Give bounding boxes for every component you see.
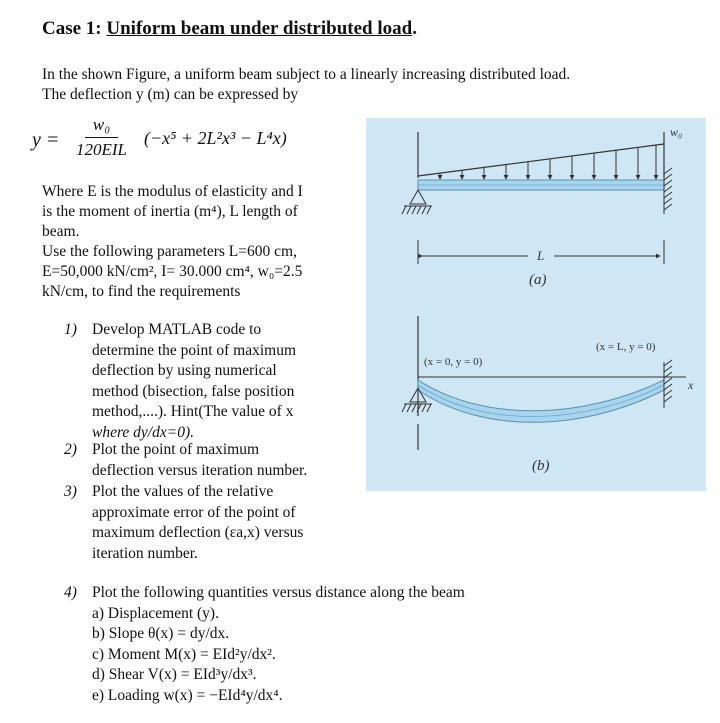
- requirement-2: 2) Plot the point of maximum deflection versus iteration number.: [64, 441, 308, 479]
- page-title: Case 1: Uniform beam under distributed load.: [42, 18, 417, 39]
- subitem-d: d) Shear V(x) = EId³y/dx³.: [92, 666, 257, 683]
- subitem-a: a) Displacement (y).: [92, 604, 219, 622]
- requirement-4: 4) Plot the following quantities versus distance along the beam a) Displacement (y). b) Slope θ(x) = dy/dx. c) Moment M(x) = EId²y/dx². d) Shear V(x) = EId³y/dx³. e) Loading w(x) = −EId⁴y/dx⁴.: [64, 583, 624, 709]
- title-underlined: Uniform beam under distributed load: [106, 18, 413, 39]
- caption-b: (b): [532, 458, 550, 474]
- requirement-3: 3) Plot the values of the relative approximate error of the point of maximum deflection (εa,x) versus iteration number.: [64, 483, 304, 562]
- figure-a: [402, 125, 682, 288]
- beam-figure: [366, 118, 706, 491]
- intro-line-1: In the shown Figure, a uniform beam subject to a linearly increasing distributed load.: [42, 66, 571, 83]
- fixed-support-b: [664, 360, 672, 408]
- figure-b: [402, 316, 694, 474]
- description: Where E is the modulus of elasticity and I is the moment of inertia (m⁴), L length of beam. Use the following parameters L=600 cm, E=50,000 kN/cm², I= 30.000 cm⁴, w₀=2.5 kN/cm, to find the requirements: [42, 183, 303, 300]
- deflected-beam: [418, 380, 664, 422]
- pin-support-a: [402, 190, 432, 214]
- subitem-e: e) Loading w(x) = −EId⁴y/dx⁴.: [92, 686, 283, 704]
- x-axis-label: x: [688, 378, 694, 392]
- subitem-b: b) Slope θ(x) = dy/dx.: [92, 625, 230, 642]
- requirement-1: 1) Develop MATLAB code to determine the point of maximum deflection by using numerical method (bisection, false position method,....). Hint(The value of x where dy/dx=0).: [64, 321, 297, 441]
- intro-line-2: The deflection y (m) can be expressed by: [42, 86, 299, 103]
- equation-denominator: 120EIL: [76, 140, 127, 159]
- equation-lhs: y =: [32, 129, 60, 151]
- load-arrows: [440, 145, 656, 179]
- fixed-support-a: [664, 168, 672, 214]
- load-top-line: [418, 144, 664, 176]
- beam-figure-svg: [366, 118, 706, 491]
- right-boundary-label: (x = L, y = 0): [596, 341, 656, 353]
- length-label: L: [537, 248, 545, 263]
- left-boundary-label: (x = 0, y = 0): [424, 356, 483, 368]
- caption-a: (a): [529, 272, 547, 288]
- equation-fraction: [76, 115, 127, 160]
- load-label: w₀: [670, 125, 683, 139]
- subitem-c: c) Moment M(x) = EId²y/dx².: [92, 645, 276, 663]
- equation-rhs: (−x⁵ + 2L²x³ − L⁴x): [144, 128, 287, 148]
- equation-numerator: w₀: [85, 115, 118, 138]
